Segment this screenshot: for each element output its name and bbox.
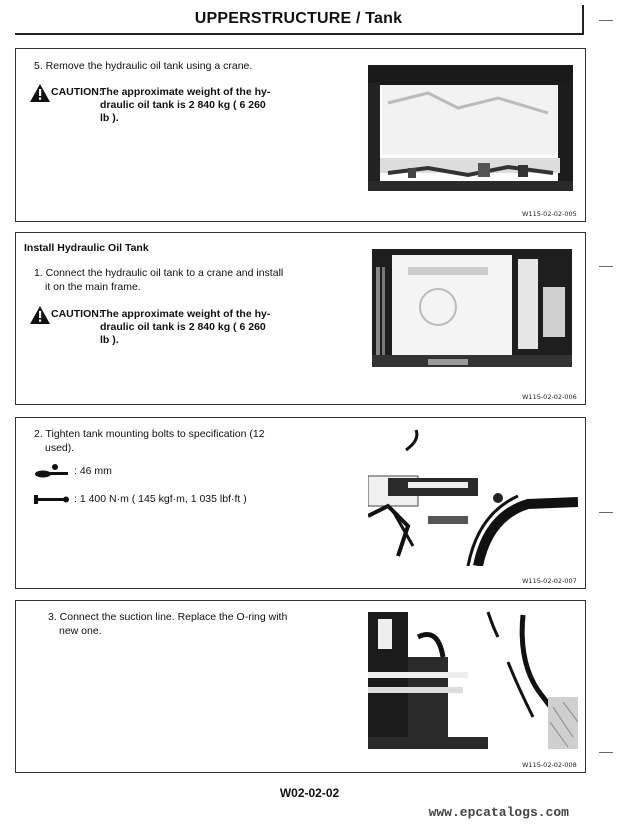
warning-icon xyxy=(30,306,50,324)
torque-wrench-icon xyxy=(34,491,70,507)
photo-mounting-bolts xyxy=(368,426,578,566)
margin-mark xyxy=(599,752,613,753)
caution-text: The approximate weight of the hy- draulic oil tank is 2 840 kg ( 6 260 lb ). xyxy=(100,308,271,346)
step-text-line1: 1. Connect the hydraulic oil tank to a crane and install xyxy=(34,267,284,279)
photo-code: W115-02-02-007 xyxy=(522,577,577,585)
watermark-url: www.epcatalogs.com xyxy=(428,805,569,820)
page-header xyxy=(15,5,584,35)
caution-label: CAUTION: xyxy=(51,308,103,320)
caution-block xyxy=(30,86,320,126)
torque-spec-row xyxy=(34,491,354,507)
caution-text: The approximate weight of the hy- draulic oil tank is 2 840 kg ( 6 260 lb ). xyxy=(100,86,271,124)
step-panel-tighten-bolts xyxy=(15,417,586,589)
step-panel-suction-line xyxy=(15,600,586,773)
photo-tank-install xyxy=(368,247,578,377)
photo-suction-line xyxy=(368,607,578,749)
margin-mark xyxy=(599,512,613,513)
socket-size: : 46 mm xyxy=(74,465,112,477)
step-text-line1: 3. Connect the suction line. Replace the O-ring with xyxy=(48,611,288,623)
photo-tank-removal xyxy=(368,63,578,193)
step-panel-remove-tank xyxy=(15,48,586,222)
section-heading: Install Hydraulic Oil Tank xyxy=(24,242,149,254)
page-title: UPPERSTRUCTURE / Tank xyxy=(194,10,403,27)
step-text: 5. Remove the hydraulic oil tank using a crane. xyxy=(34,60,253,72)
step-panel-install-tank xyxy=(15,232,586,405)
photo-code: W115-02-02-008 xyxy=(522,761,577,769)
warning-icon xyxy=(30,84,50,102)
step-text-line2: used). xyxy=(45,442,75,454)
step-text-line2: it on the main frame. xyxy=(45,281,141,293)
photo-code: W115-02-02-005 xyxy=(522,210,577,218)
step-text-line1: 2. Tighten tank mounting bolts to specification (12 xyxy=(34,428,265,440)
caution-block xyxy=(30,308,320,348)
torque-value: : 1 400 N·m ( 145 kgf·m, 1 035 lbf·ft ) xyxy=(74,493,247,505)
step-text-line2: new one. xyxy=(59,625,102,637)
margin-mark xyxy=(599,266,613,267)
photo-code: W115-02-02-006 xyxy=(522,393,577,401)
caution-label: CAUTION: xyxy=(51,86,103,98)
page-code: W02-02-02 xyxy=(279,786,340,800)
socket-spec-row xyxy=(34,463,334,479)
margin-mark xyxy=(599,20,613,21)
socket-wrench-icon xyxy=(34,463,70,479)
